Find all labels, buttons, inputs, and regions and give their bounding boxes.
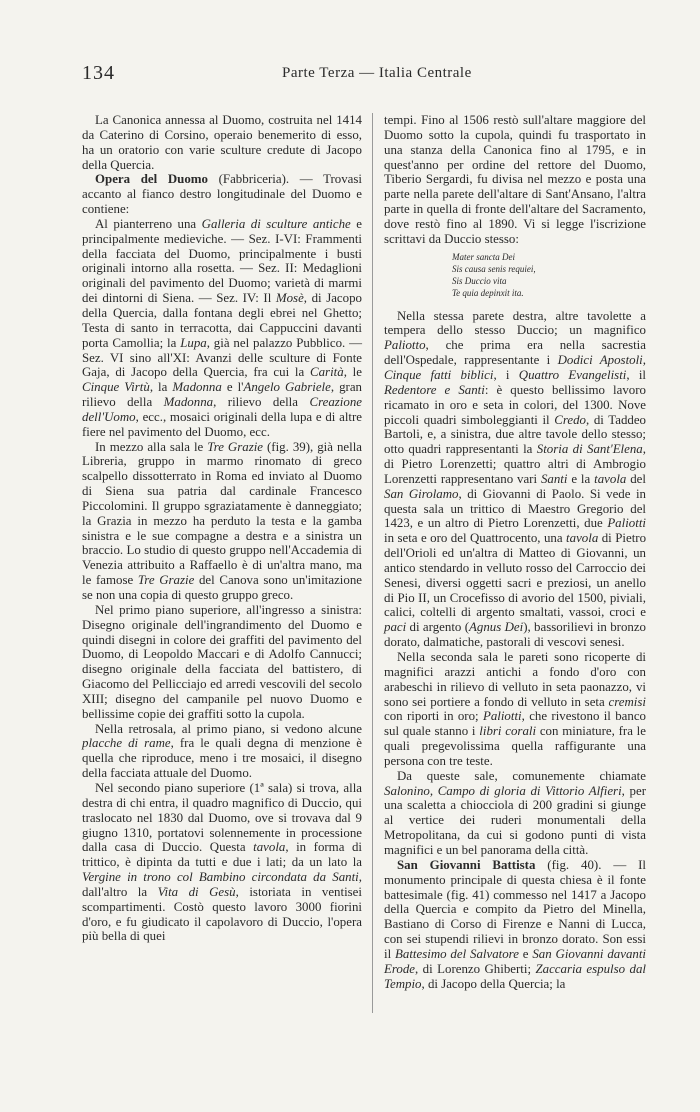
inscription-line: Sis causa senis requiei,	[452, 263, 536, 274]
paragraph-canonica: La Canonica annessa al Duomo, costruita nel 1414 da Caterino di Corsino, operaio benemerito di esso, ha un oratorio con varie sculture credute di Jacopo della Quercia.	[82, 113, 362, 172]
paragraph-pianterreno: Al pianterreno una Galleria di sculture antiche e principalmente medieviche. — Sez. I-VI: Frammenti della facciata del Duomo, principalmente i busti originali intorno alla rosetta. — Sez. II: Medaglioni originali del pavimento del Duomo; varietà di marmi dei dintorni di Siena. — Sez. IV: Il Mosè, di Jacopo della Quercia, dalla fontana degli ebrei nel Ghetto; Testa di santo in terracotta, dai Cappuccini davanti porta Camollia; la Lupa, già nel palazzo Pubblico. — Sez. VI sino all'XI: Avanzi delle sculture di Fonte Gaja, di Jacopo della Quercia, fra cui la Carità, le Cinque Virtù, la Madonna e l'Angelo Gabriele, gran rilievo della Madonna, rilievo della Creazione dell'Uomo, ecc., mosaici originali della lupa e di altre fiere nel pavimento del Duomo, ecc.	[82, 216, 363, 439]
page-number: 134	[82, 62, 115, 84]
paragraph-salonino: Da queste sale, comunemente chiamate Salonino, Campo di gloria di Vittorio Alfieri, per una scaletta a chiocciola di 200 gradini si giunge al vertice dei ruderi monumentali della Metropolitana, da cui si godono punti di vista magnifici e un bel panorama della città.	[384, 768, 647, 857]
paragraph-retrosala: Nella retrosala, al primo piano, si vedono alcune placche di rame, fra le quali degna di menzione è quella che riproduce, meno i tre mosaici, il disegno della facciata attuale del Duomo.	[82, 721, 362, 781]
paragraph-primo-piano: Nel primo piano superiore, all'ingresso a sinistra: Disegno originale dell'ingrandimento del Duomo e quindi disegni in colore dei graffiti del pavimento del Duomo, di Leopoldo Maccari e di Adolfo Cannucci; disegno originale della facciata del battistero, di Giacomo del Pellicciajo ed arredi vescovili del secolo XIII; disegno del campanile pel nuovo Duomo e bellissime copie dei graffiti sotto la cupola.	[82, 602, 362, 721]
paragraph-seconda-sala: Nella seconda sala le pareti sono ricoperte di magnifici arazzi antichi a fondo d'oro con arabeschi in rilievo di velluto in seta paonazzo, vi sono sei portiere a fondo di velluto in seta cremisi con riporti in oro; Paliotti, che rivestono il banco sul quale stanno i libri corali con miniature, fra le quali pregevolissima quella raffigurante una persona con tre teste.	[384, 650, 646, 768]
paragraph-parete-destra: Nella stessa parete destra, altre tavolette a tempera dello stesso Duccio; un magnifico Paliotto, che prima era nella sacrestia dell'Ospedale, rappresentante i Dodici Apostoli, Cinque fatti biblici, i Quattro Evangelisti, il Redentore e Santi: è questo bellissimo lavoro ricamato in oro e seta in colori, del 1300. Nove piccoli quadri simboleggianti il Credo, di Taddeo Bartoli, e, a sinistra, due altre tavole dello stesso; otto quadri rappresentanti la Storia di Sant'Elena, di Pietro Lorenzetti; quattro altri di Ambrogio Lorenzetti rappresentano vari Santi e la tavola del San Girolamo, di Giovanni di Paolo. Si vede in questa sala un trittico di Maestro Gregorio del 1423, e un altro di Pietro Lorenzetti, due Paliotti in seta e oro del Quattrocento, una tavola di Pietro dell'Orioli ed un'altra di Matteo di Giovanni, un antico stendardo in velluto rosso del Carroccio dei Senesi, diversi oggetti sacri e preziosi, un anello di Pio II, un Crocefisso di avorio del 1500, piviali, calici, coltelli di argento smaltati, vassoi, croci e paci di argento (Agnus Dei), bassorilievi in bronzo dorato, dalmatiche, pastorali di vescovi senesi.	[384, 308, 647, 650]
section-heading-san-giovanni: San Giovanni Battista	[397, 857, 536, 872]
paragraph-secondo-piano: Nel secondo piano superiore (1ª sala) si trova, alla destra di chi entra, il quadro magnifico di Duccio, qui traslocato nel 1830 dal Duomo, ove si trovava dal 9 giugno 1310, portatovi solennemente in processione dalla casa di Duccio. Questa tavola, in forma di trittico, è dipinta da tutti e due i lati; da un lato la Vergine in trono col Bambino circondata da Santi, dall'altro la Vita di Gesù, istoriata in ventisei scompartimenti. Costò questo lavoro 3000 fiorini d'oro, e fu giudicato il capolavoro di Duccio, l'opera più bella di quei	[82, 780, 362, 944]
paragraph-san-giovanni: San Giovanni Battista (fig. 40). — Il monumento principale di questa chiesa è il fonte battesimale (fig. 41) commesso nel 1417 a Jacopo della Quercia e compito da Pietro del Minella, Bastiano di Corso di Firenze e Nanni di Lucca, con sei stupendi rilievi in bronzo dorato. Son essi il Battesimo del Salvatore e San Giovanni davanti Erode, di Lorenzo Ghiberti; Zaccaria espulso dal Tempio, di Jacopo della Quercia; la	[384, 857, 647, 991]
inscription-line: Sis Duccio vita	[452, 275, 507, 286]
paragraph-continuation: tempi. Fino al 1506 restò sull'altare maggiore del Duomo sotto la cupola, quindi fu trasportato in una stanza della Canonica fino al 1795, e in quest'anno per ordine del rettore del Duomo, Tiberio Sergardi, fu divisa nel mezzo e posta una parte nella parete dell'altare di Sant'Ansano, l'altra parte in quella di fronte dell'altare del Sacramento, dove restò fino al 1890. Vi si legge l'iscrizione scrittavi da Duccio stesso:	[384, 113, 646, 246]
inscription-line: Te quia depinxit ita.	[452, 287, 524, 298]
right-column	[384, 113, 646, 991]
paragraph-opera-del-duomo: Opera del Duomo (Fabbriceria). — Trovasi accanto al fianco destro longitudinale del Duomo e contiene:	[82, 172, 362, 217]
column-divider	[372, 113, 373, 1013]
paragraph-tre-grazie: In mezzo alla sala le Tre Grazie (fig. 39), già nella Libreria, gruppo in marmo rinomato di greco scalpello dissotterrato in Roma ed inviato al Duomo di Siena sua patria dal cardinale Francesco Piccolomini. Il gruppo sgraziatamente è danneggiato; la Grazia in mezzo ha perduto la testa e la gamba sinistra e le sue compagne a destra e a sinistra un braccio. Lo studio di questo gruppo nell'Accademia di Venezia attribuito a Raffaello è di un'altra mano, ma le famose Tre Grazie del Canova sono un'imitazione se non una copia di questo gruppo greco.	[82, 439, 362, 602]
running-title: Parte Terza — Italia Centrale	[282, 65, 472, 81]
section-heading-opera: Opera del Duomo	[95, 172, 208, 187]
page-header	[82, 62, 642, 86]
inscription	[452, 251, 646, 299]
left-column	[82, 113, 362, 944]
inscription-line: Mater sancta Dei	[452, 251, 515, 262]
